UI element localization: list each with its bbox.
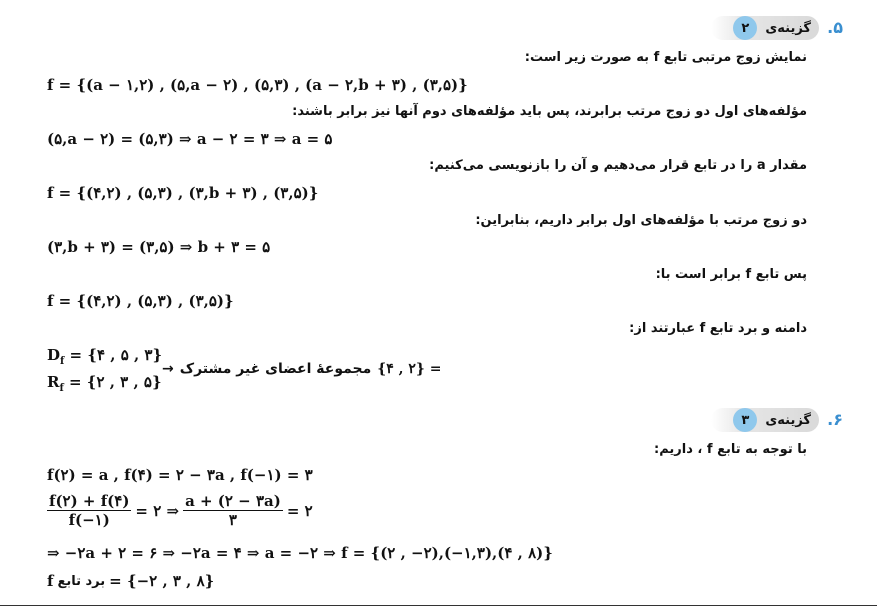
fraction-1 (47, 492, 131, 529)
range-subscript: f (59, 383, 64, 394)
q6-equation-4 (47, 572, 214, 590)
fraction-1-denominator: f(−۱) (68, 511, 110, 529)
q5-text-4: دو زوج مرتب با مؤلفه‌های اول برابر داریم، بنابراین: (475, 213, 807, 228)
common-value: {۴ , ۲} = (377, 361, 442, 377)
fraction-2-numerator: a + (۲ − ۳a) (185, 492, 281, 510)
fraction-2 (183, 492, 283, 529)
q5-text-5: پس تابع f برابر است با: (655, 267, 807, 282)
badge-value: ۲ (733, 16, 757, 40)
question-number-5: ۵. (827, 18, 843, 37)
symmetric-difference (162, 361, 442, 377)
answer-badge-5 (711, 16, 819, 40)
range-line (47, 373, 162, 394)
equation-2-middle: = ۲ ⇒ (135, 501, 180, 520)
equation-2-end: = ۲ (286, 501, 313, 520)
badge-value: ۳ (733, 408, 757, 432)
q6-equation-1: f(۲) = a , f(۴) = ۲ − ۳a , f(−۱) = ۳ (47, 466, 313, 484)
q5-equation-3: f = {(۴,۲) , (۵,۳) , (۳,b + ۳) , (۳,۵)} (47, 184, 319, 202)
q5-text-2: مؤلفه‌های اول دو زوج مرتب برابرند، پس باید مؤلفه‌های دوم آنها نیز برابر باشند: (292, 104, 807, 119)
fraction-1-numerator: f(۲) + f(۴) (49, 492, 130, 510)
q5-equation-4: (۳,b + ۳) = (۳,۵) ⇒ b + ۳ = ۵ (47, 238, 271, 256)
range-f-value: = {−۲ , ۳ , ۸} (109, 572, 215, 590)
arrow-icon: → (162, 361, 174, 377)
fraction-2-denominator: ۳ (228, 511, 237, 529)
domain-line (47, 346, 162, 367)
domain-subscript: f (60, 356, 65, 367)
q6-equation-2 (47, 492, 313, 529)
q5-text-3: مقدار a را در تابع قرار می‌دهیم و آن را بازنویسی می‌کنیم: (429, 158, 807, 173)
q6-equation-3: ⇒ −۲a + ۲ = ۶ ⇒ −۲a = ۴ ⇒ a = −۲ ⇒ f = {(۲ , −۲),(−۱,۳),(۴ , ۸)} (47, 544, 553, 562)
q5-equation-5: f = {(۴,۲) , (۵,۳) , (۳,۵)} (47, 292, 234, 310)
common-text: مجموعهٔ اعضای غیر مشترک (179, 361, 372, 377)
q5-equation-2: (۵,a − ۲) = (۵,۳) ⇒ a − ۲ = ۳ ⇒ a = ۵ (47, 130, 333, 148)
range-f-symbol: f (47, 572, 54, 590)
range-symbol: R (47, 373, 60, 391)
badge-label: گزینه‌ی (765, 20, 811, 36)
domain-value: = {۴ , ۵ , ۳} (64, 346, 163, 364)
range-label: برد تابع (57, 573, 106, 589)
domain-symbol: D (47, 346, 61, 364)
q5-equation-1: f = {(a − ۱,۲) , (۵,a − ۲) , (۵,۳) , (a − ۲,b + ۳) , (۳,۵)} (47, 76, 468, 94)
question-number-6: ۶. (827, 410, 843, 429)
answer-badge-6 (711, 408, 819, 432)
q5-text-6: دامنه و برد تابع f عبارتند از: (629, 321, 807, 336)
badge-label: گزینه‌ی (765, 412, 811, 428)
range-value: = {۲ , ۳ , ۵} (63, 373, 162, 391)
q5-text-1: نمایش زوج مرتبی تابع f به صورت زیر است: (524, 50, 807, 65)
q6-text-1: با توجه به تابع f ، داریم: (654, 442, 807, 457)
